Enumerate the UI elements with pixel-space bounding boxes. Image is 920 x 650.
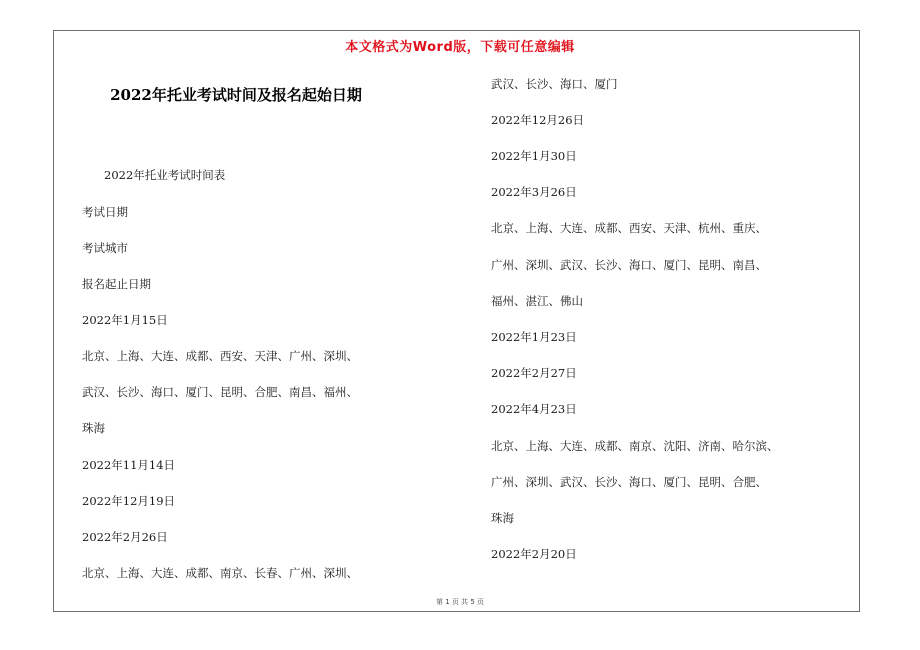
text-line: 武汉、长沙、海口、厦门、昆明、合肥、南昌、福州、 (82, 385, 358, 399)
text-line: 福州、湛江、佛山 (491, 294, 583, 308)
text-line: 2022年1月23日 (491, 330, 577, 344)
text-line: 珠海 (82, 421, 105, 435)
text-line: 北京、上海、大连、成都、南京、长春、广州、深圳、 (82, 566, 358, 580)
text-line: 2022年4月23日 (491, 402, 577, 416)
text-line: 广州、深圳、武汉、长沙、海口、厦门、昆明、合肥、 (491, 475, 767, 489)
watermark-banner: 本文格式为Word版，下载可任意编辑 (345, 40, 575, 55)
text-line: 2022年1月15日 (82, 313, 168, 327)
table-heading: 2022年托业考试时间表 (104, 168, 226, 182)
text-line: 珠海 (491, 511, 514, 525)
text-line: 2022年2月26日 (82, 530, 168, 544)
text-line: 2022年12月19日 (82, 494, 176, 508)
page-number-footer: 第 1 页 共 5 页 (435, 598, 485, 606)
text-line: 2022年3月26日 (491, 185, 577, 199)
text-line: 2022年12月26日 (491, 113, 585, 127)
text-line: 考试城市 (82, 241, 128, 255)
text-line: 广州、深圳、武汉、长沙、海口、厦门、昆明、南昌、 (491, 258, 767, 272)
document-title: 2022年托业考试时间及报名起始日期 (110, 86, 362, 104)
text-line: 考试日期 (82, 205, 128, 219)
text-line: 北京、上海、大连、成都、南京、沈阳、济南、哈尔滨、 (491, 439, 779, 453)
text-line: 2022年11月14日 (82, 458, 176, 472)
text-line: 2022年2月20日 (491, 547, 577, 561)
text-line: 北京、上海、大连、成都、西安、天津、广州、深圳、 (82, 349, 358, 363)
text-line: 北京、上海、大连、成都、西安、天津、杭州、重庆、 (491, 221, 767, 235)
text-line: 报名起止日期 (82, 277, 151, 291)
page-frame (53, 30, 860, 612)
text-line: 2022年2月27日 (491, 366, 577, 380)
text-line: 武汉、长沙、海口、厦门 (491, 77, 618, 91)
text-line: 2022年1月30日 (491, 149, 577, 163)
